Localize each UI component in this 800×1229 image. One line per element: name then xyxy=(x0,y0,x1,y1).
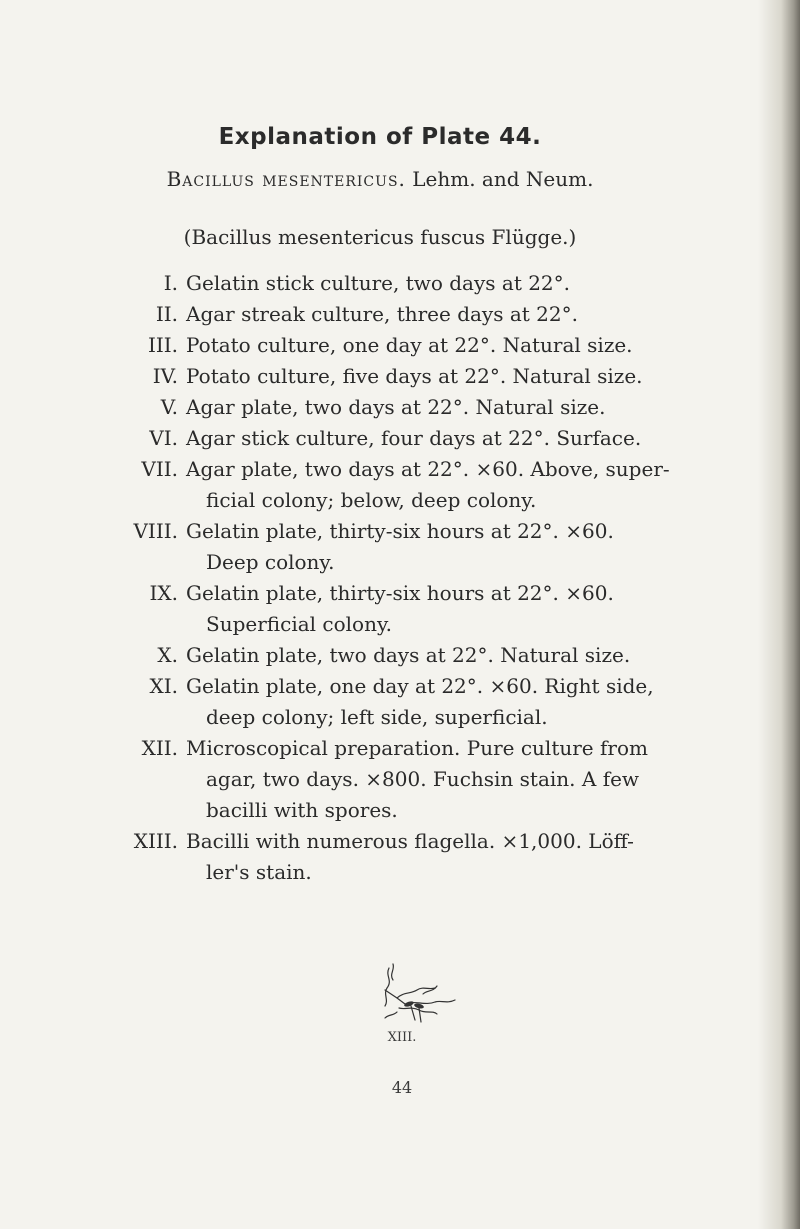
entry-iii xyxy=(0,330,760,361)
entry-text-continued: Deep colony. xyxy=(206,550,335,574)
entry-text: Microscopical preparation. Pure culture from xyxy=(186,736,648,760)
plate-explanation-list xyxy=(0,268,760,888)
entry-xii xyxy=(0,733,760,826)
entry-text: Gelatin plate, one day at 22°. ×60. Right side, xyxy=(186,674,654,698)
entry-text: Gelatin stick culture, two days at 22°. xyxy=(186,271,571,295)
entry-number: XII. xyxy=(141,736,178,760)
entry-number: IV. xyxy=(152,364,178,388)
entry-viii xyxy=(0,516,760,578)
entry-number: XIII. xyxy=(133,829,178,853)
entry-text: Potato culture, five days at 22°. Natural size. xyxy=(186,364,643,388)
species-heading xyxy=(0,167,760,191)
entry-vii xyxy=(0,454,760,516)
species-authority: Lehm. and Neum. xyxy=(412,167,594,191)
entry-ii xyxy=(0,299,760,330)
entry-text-continued: bacilli with spores. xyxy=(206,798,398,822)
entry-v xyxy=(0,392,760,423)
entry-number: IX. xyxy=(149,581,178,605)
entry-number: VII. xyxy=(141,457,178,481)
entry-text-continued: Superficial colony. xyxy=(206,612,392,636)
page-title: Explanation of Plate 44. xyxy=(218,124,542,150)
entry-text-continued: ler's stain. xyxy=(206,860,312,884)
entry-text-continued: ficial colony; below, deep colony. xyxy=(206,488,537,512)
entry-text-continued: deep colony; left side, superficial. xyxy=(206,705,548,729)
entry-text: Bacilli with numerous flagella. ×1,000. Löff- xyxy=(186,829,634,853)
entry-number: VI. xyxy=(149,426,178,450)
entry-number: VIII. xyxy=(133,519,178,543)
entry-text: Gelatin plate, thirty-six hours at 22°. ×60. xyxy=(186,519,614,543)
entry-number: V. xyxy=(160,395,178,419)
entry-number: I. xyxy=(163,271,178,295)
entry-text: Gelatin plate, thirty-six hours at 22°. ×60. xyxy=(186,581,614,605)
entry-text: Potato culture, one day at 22°. Natural size. xyxy=(186,333,633,357)
figure-label: XIII. xyxy=(387,1030,417,1045)
entry-iv xyxy=(0,361,760,392)
entry-vi xyxy=(0,423,760,454)
entry-text: Agar plate, two days at 22°. ×60. Above, super- xyxy=(186,457,670,481)
entry-x xyxy=(0,640,760,671)
entry-number: X. xyxy=(157,643,178,667)
entry-number: III. xyxy=(147,333,178,357)
flagellated-bacilli-sketch xyxy=(375,960,465,1025)
entry-text: Agar stick culture, four days at 22°. Surface. xyxy=(186,426,642,450)
entry-xi xyxy=(0,671,760,733)
entry-ix xyxy=(0,578,760,640)
entry-number: II. xyxy=(155,302,178,326)
species-name: Bacillus mesentericus. xyxy=(166,167,406,191)
entry-i xyxy=(0,268,760,299)
entry-text: Agar streak culture, three days at 22°. xyxy=(186,302,578,326)
entry-xiii xyxy=(0,826,760,888)
entry-text: Gelatin plate, two days at 22°. Natural size. xyxy=(186,643,631,667)
entry-text-continued: agar, two days. ×800. Fuchsin stain. A few xyxy=(206,767,640,791)
page-number: 44 xyxy=(391,1078,413,1097)
synonym-note: (Bacillus mesentericus fuscus Flügge.) xyxy=(183,225,577,249)
entry-number: XI. xyxy=(149,674,178,698)
entry-text: Agar plate, two days at 22°. Natural size. xyxy=(186,395,606,419)
